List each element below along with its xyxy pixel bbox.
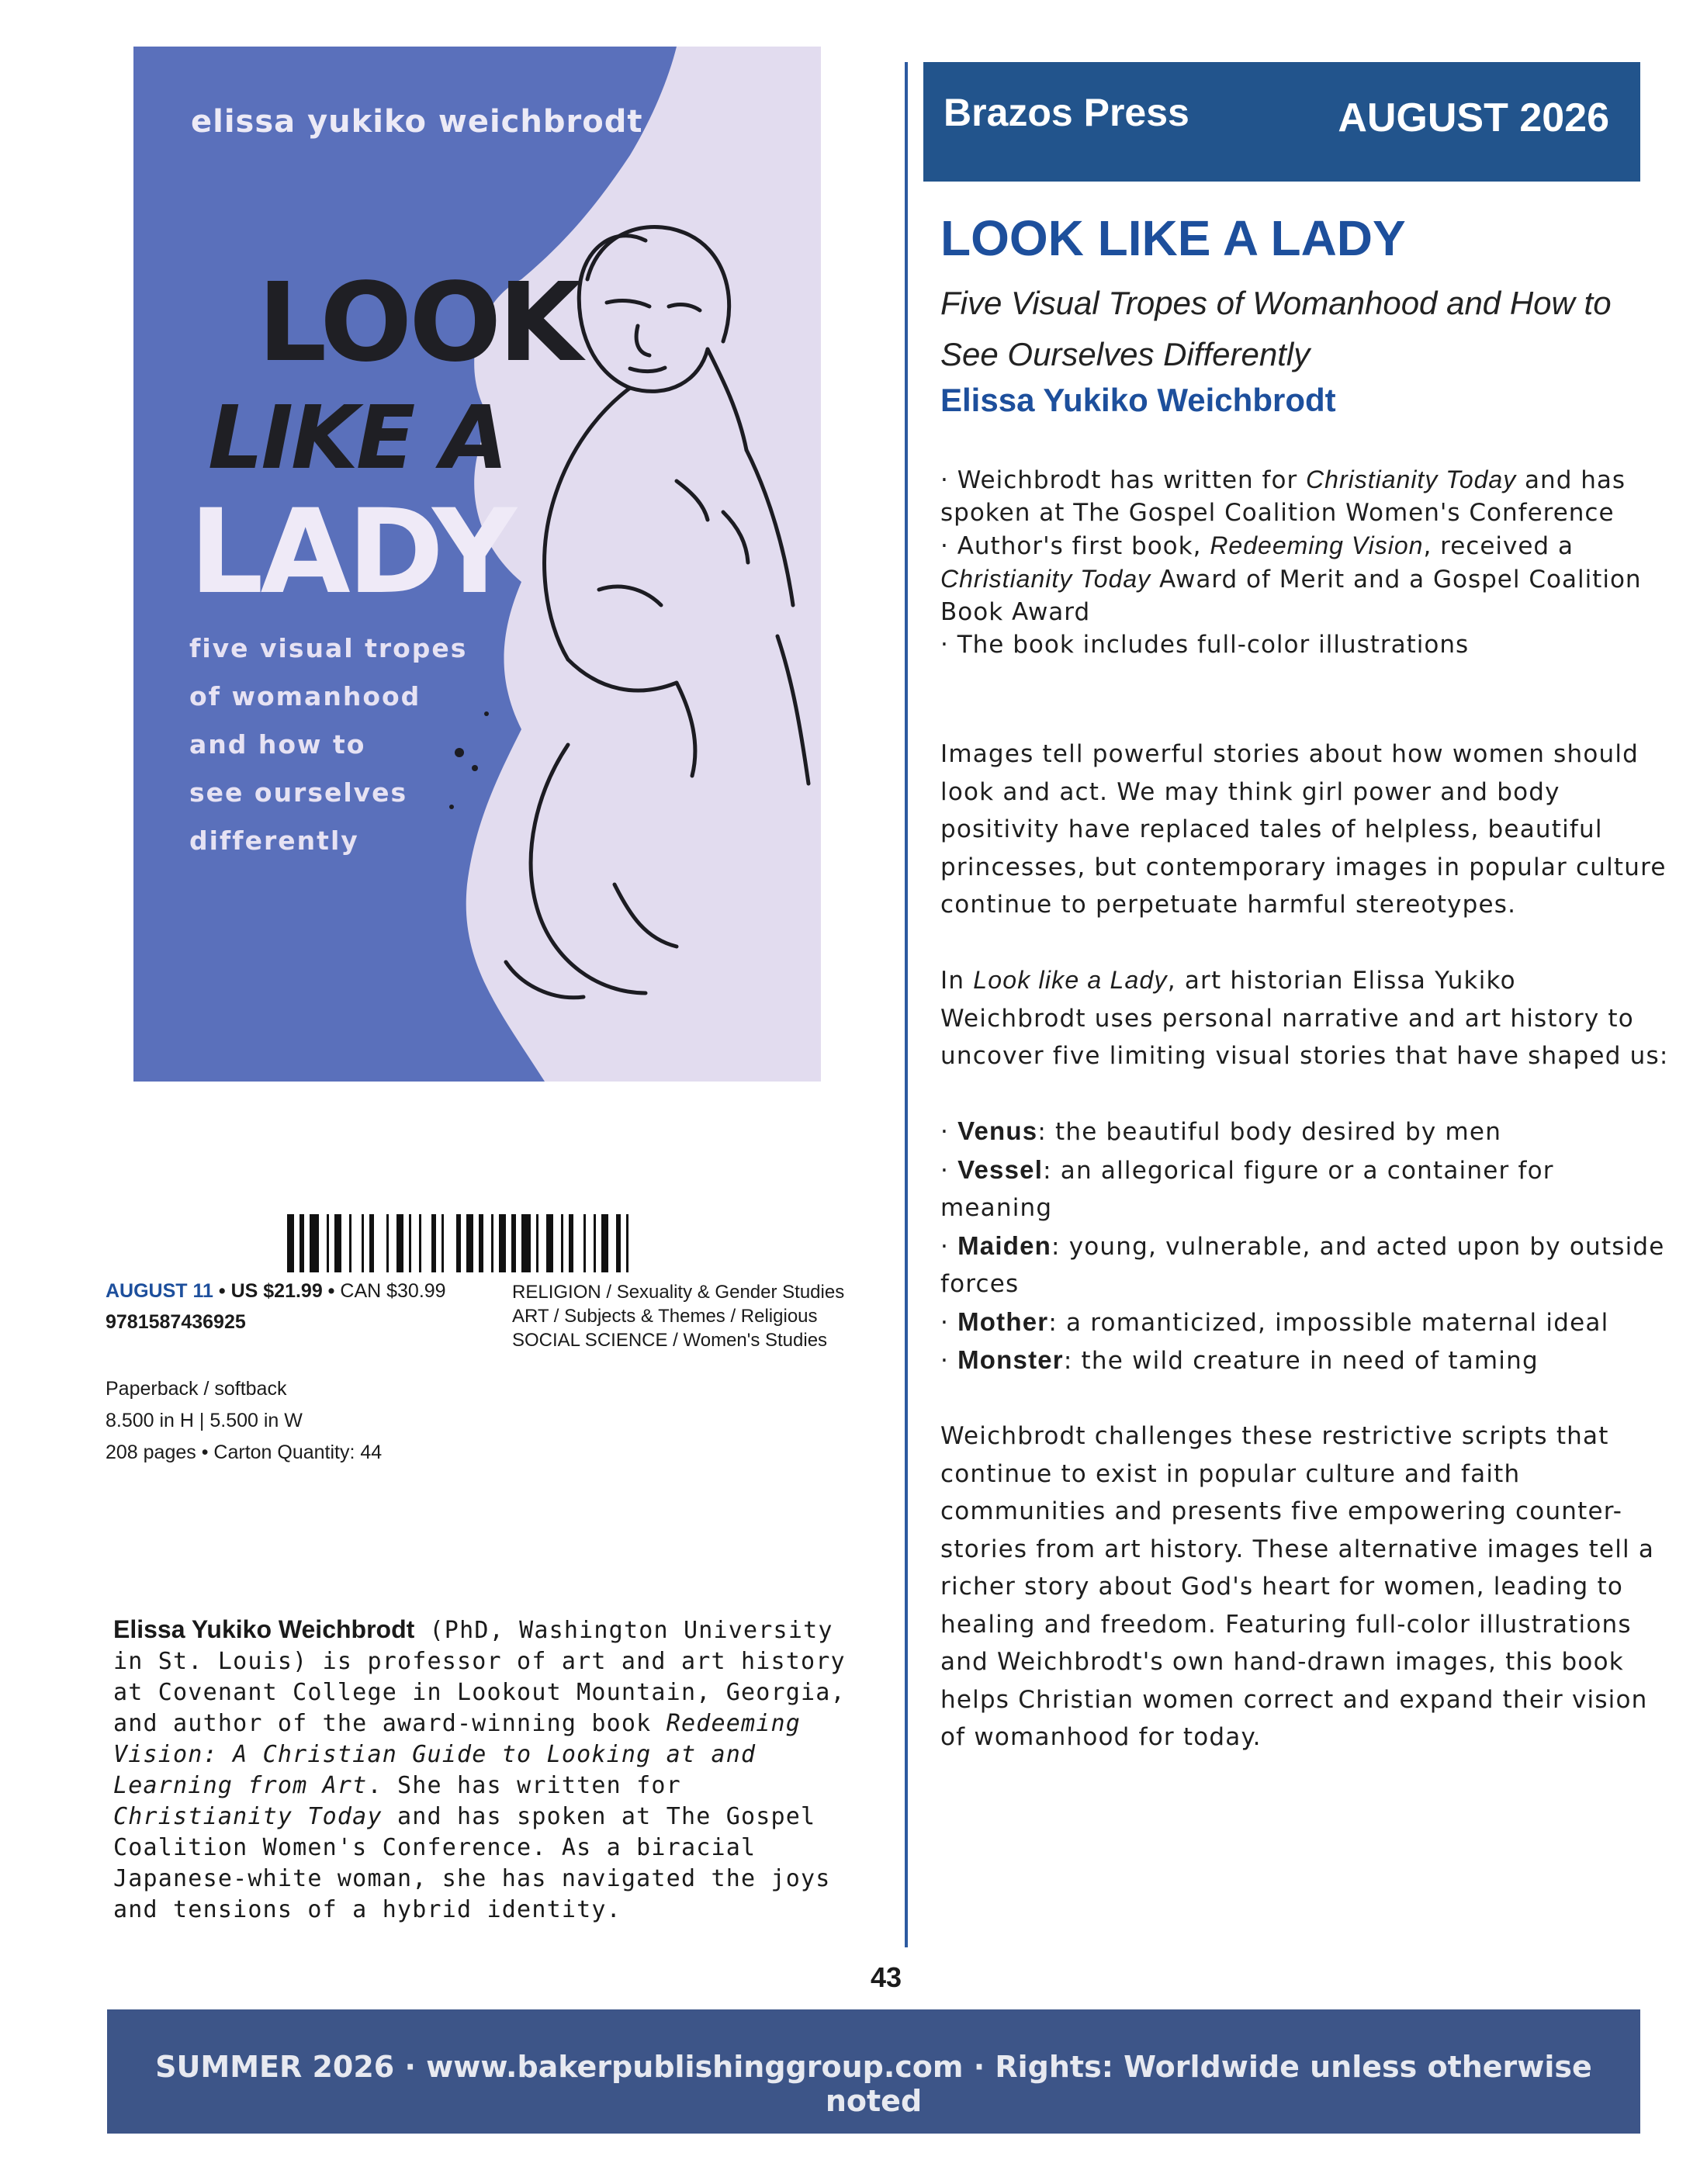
highlight-emphasis: Christianity Today bbox=[1306, 466, 1517, 493]
subject-item: ART / Subjects & Themes / Religious bbox=[512, 1306, 818, 1327]
barcode-bar bbox=[327, 1214, 329, 1272]
barcode-bar bbox=[396, 1214, 403, 1272]
barcode-bar bbox=[583, 1214, 586, 1272]
book-description bbox=[940, 735, 1670, 1794]
dimensions: 8.500 in H | 5.500 in W bbox=[106, 1410, 303, 1431]
us-price: US $21.99 bbox=[230, 1280, 323, 1302]
highlight-text: · Author's first book, bbox=[940, 532, 1210, 560]
book-cover bbox=[133, 47, 821, 1082]
trope-name: Maiden bbox=[957, 1230, 1051, 1260]
cover-subtitle bbox=[189, 625, 515, 865]
isbn: 9781587436925 bbox=[106, 1311, 246, 1333]
highlight-text: and has spoken at The Gospel Coalition Women's Conference bbox=[940, 466, 1626, 527]
footer-text: SUMMER 2026 · www.bakerpublishinggroup.com · Rights: Worldwide unless otherwise noted bbox=[155, 2050, 1592, 2118]
highlight-item: · The book includes full-color illustrations bbox=[940, 631, 1470, 659]
trope-item: · Vessel: an allegorical figure or a container for meaning bbox=[940, 1154, 1554, 1222]
cover-subtitle-line: five visual tropes bbox=[189, 633, 468, 663]
description-paragraph bbox=[940, 961, 1670, 1075]
book-subtitle: Five Visual Tropes of Womanhood and How to See Ourselves Differently bbox=[940, 285, 1612, 372]
column-divider bbox=[905, 62, 908, 1947]
cover-title-line-1: LOOK bbox=[258, 260, 580, 386]
header-bar bbox=[923, 62, 1640, 182]
trope-item: · Maiden: young, vulnerable, and acted upon by outside forces bbox=[940, 1230, 1665, 1298]
highlight-emphasis: Christianity Today bbox=[940, 565, 1151, 593]
barcode-bar bbox=[626, 1214, 628, 1272]
subject-item: SOCIAL SCIENCE / Women's Studies bbox=[512, 1330, 828, 1351]
barcode-bar bbox=[601, 1214, 608, 1272]
barcode-bar bbox=[431, 1214, 436, 1272]
description-text: In bbox=[940, 967, 974, 995]
barcode-bar bbox=[569, 1214, 573, 1272]
barcode-bar bbox=[369, 1214, 374, 1272]
barcode-bar bbox=[349, 1214, 351, 1272]
book-author: Elissa Yukiko Weichbrodt bbox=[940, 382, 1336, 418]
barcode-bar bbox=[499, 1214, 506, 1272]
highlight-item bbox=[940, 529, 1670, 628]
footer-bar bbox=[107, 2009, 1640, 2134]
trope-name: Venus bbox=[957, 1116, 1038, 1145]
cover-author: elissa yukiko weichbrodt bbox=[191, 104, 643, 140]
pages-carton: 208 pages • Carton Quantity: 44 bbox=[106, 1442, 383, 1463]
barcode-bar bbox=[479, 1214, 483, 1272]
description-paragraph: Images tell powerful stories about how women should look and act. We may think girl power and body positivity have replaced tales of helpless, beautiful princesses, but contemporary images in popular culture continue to perpetuate harmful stereotypes. bbox=[940, 740, 1667, 919]
bio-publication: Christianity Today bbox=[113, 1803, 383, 1830]
barcode-bar bbox=[300, 1214, 304, 1272]
barcode-bar bbox=[334, 1214, 341, 1272]
price-line: AUGUST 11 • US $21.99 • CAN $30.99 bbox=[106, 1280, 446, 1302]
barcode-bar bbox=[386, 1214, 389, 1272]
barcode-bar bbox=[409, 1214, 411, 1272]
highlight-emphasis: Redeeming Vision bbox=[1210, 531, 1424, 559]
barcode-bar bbox=[561, 1214, 563, 1272]
format: Paperback / softback bbox=[106, 1378, 287, 1400]
trope-item: · Venus: the beautiful body desired by men bbox=[940, 1116, 1502, 1146]
page-number: 43 bbox=[871, 1961, 902, 1993]
cover-title-line-2: LIKE A bbox=[208, 388, 507, 489]
trope-name: Monster bbox=[957, 1345, 1064, 1374]
trope-name: Vessel bbox=[957, 1154, 1044, 1184]
highlight-item bbox=[940, 463, 1670, 529]
barcode-bar bbox=[441, 1214, 444, 1272]
barcode-bar bbox=[546, 1214, 553, 1272]
can-price: CAN $30.99 bbox=[340, 1280, 446, 1302]
publisher-name: Brazos Press bbox=[944, 91, 1189, 134]
trope-item: · Monster: the wild creature in need of taming bbox=[940, 1345, 1539, 1375]
barcode-bar bbox=[491, 1214, 493, 1272]
highlight-text: · Weichbrodt has written for bbox=[940, 466, 1307, 494]
trope-name: Mother bbox=[957, 1307, 1049, 1336]
trope-item: · Mother: a romanticized, impossible maternal ideal bbox=[940, 1307, 1609, 1337]
subject-categories bbox=[512, 1280, 877, 1352]
highlight-text: , received a bbox=[1423, 532, 1574, 560]
tropes-list bbox=[940, 1113, 1670, 1380]
highlight-text: Award of Merit and a Gospel Coalition Book Award bbox=[940, 566, 1642, 626]
barcode-bar bbox=[521, 1214, 531, 1272]
release-date: AUGUST 11 bbox=[106, 1280, 213, 1302]
barcode-bar bbox=[594, 1214, 596, 1272]
cover-subtitle-line: see ourselves bbox=[189, 777, 408, 808]
description-text: , art historian Elissa Yukiko Weichbrodt uses personal narrative and art history to uncover five limiting visual stories that have shaped us: bbox=[940, 967, 1669, 1070]
barcode-bar bbox=[536, 1214, 538, 1272]
bio-book-title: Redeeming Vision: A Christian Guide to Looking at and Learning from Art bbox=[113, 1710, 802, 1799]
barcode bbox=[287, 1214, 698, 1272]
barcode-bar bbox=[287, 1214, 294, 1272]
barcode-bar bbox=[362, 1214, 364, 1272]
book-title: LOOK LIKE A LADY bbox=[940, 210, 1406, 266]
bio-author-name: Elissa Yukiko Weichbrodt bbox=[113, 1615, 415, 1643]
barcode-bar bbox=[466, 1214, 473, 1272]
cover-subtitle-line: of womanhood bbox=[189, 681, 421, 711]
author-bio: Elissa Yukiko Weichbrodt (PhD, Washington University in St. Louis) is professor of art and art history at Covenant College in Lookout Mountain, Georgia, and author of the award-winning book Redeeming Vision: A Christian Guide to Looking at and Learning from Art. She has written for Christianity Today and has spoken at The Gospel Coalition Women's Conference. As a biracial Japanese-white woman, she has navigated the joys and tensions of a hybrid identity. bbox=[113, 1615, 846, 1923]
release-month: AUGUST 2026 bbox=[1338, 95, 1609, 140]
barcode-bar bbox=[456, 1214, 461, 1272]
barcode-bar bbox=[419, 1214, 421, 1272]
barcode-bar bbox=[511, 1214, 516, 1272]
barcode-bar bbox=[310, 1214, 319, 1272]
description-emphasis: Look like a Lady bbox=[973, 966, 1168, 994]
highlights-list bbox=[940, 463, 1670, 661]
cover-title-line-3: LADY bbox=[189, 485, 514, 620]
cover-subtitle-line: and how to bbox=[189, 729, 366, 760]
description-paragraph: Weichbrodt challenges these restrictive scripts that continue to exist in popular culture and faith communities and presents five empowering counter-stories from art history. These alternative images tell a richer story about God's heart for women, leading to healing and freedom. Featuring full-color illustrations and Weichbrodt's own hand-drawn images, this book helps Christian women correct and expand their vision of womanhood for today. bbox=[940, 1422, 1655, 1751]
barcode-bar bbox=[616, 1214, 621, 1272]
cover-subtitle-line: differently bbox=[189, 825, 359, 856]
format-details bbox=[106, 1373, 382, 1469]
subject-item: RELIGION / Sexuality & Gender Studies bbox=[512, 1282, 845, 1303]
